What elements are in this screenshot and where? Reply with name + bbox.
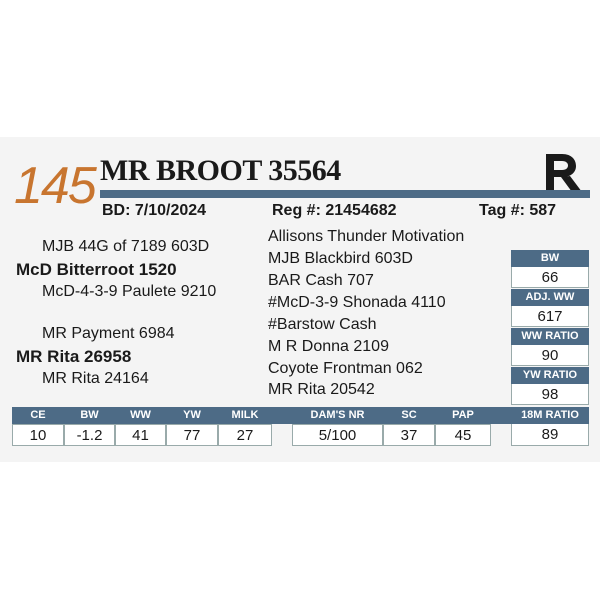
side-stat-value: 98 xyxy=(511,384,589,405)
side-stat-label: ADJ. WW xyxy=(511,289,589,306)
epd-value-yw: 77 xyxy=(166,424,218,446)
pedigree-sire-sire: MJB 44G of 7189 603D xyxy=(42,238,210,255)
epd-value-bw: -1.2 xyxy=(64,424,115,446)
side-stat-label: WW RATIO xyxy=(511,328,589,345)
epd-value-milk: 27 xyxy=(218,424,272,446)
pedigree-dam: MR Rita 26958 xyxy=(16,347,132,366)
pedigree-dam-sire: MR Payment 6984 xyxy=(42,325,175,342)
epd-label-ce: CE xyxy=(12,407,64,424)
pedigree-sire-dam: McD-4-3-9 Paulete 9210 xyxy=(42,283,217,300)
side-stat-value: 89 xyxy=(511,424,589,446)
side-stat-label: YW RATIO xyxy=(511,367,589,384)
epd-label-dams-nr: DAM'S NR xyxy=(292,407,383,424)
epd-label-ww: WW xyxy=(115,407,166,424)
epd-label-yw: YW xyxy=(166,407,218,424)
pedigree-far-right-7: Coyote Frontman 062 xyxy=(268,360,423,377)
epd-value-dams-nr: 5/100 xyxy=(292,424,383,446)
pedigree-sire: McD Bitterroot 1520 xyxy=(16,260,177,279)
pedigree-far-right-4: #McD-3-9 Shonada 4110 xyxy=(268,294,446,311)
side-stat-ww-ratio xyxy=(511,328,589,366)
pedigree-far-right-3: BAR Cash 707 xyxy=(268,272,374,289)
tag-number: Tag #: 587 xyxy=(479,202,557,219)
registration-number: Reg #: 21454682 xyxy=(272,202,397,219)
epd-label-spacer xyxy=(272,407,292,424)
epd-value-pap: 45 xyxy=(435,424,491,446)
side-stat-label: BW xyxy=(511,250,589,267)
pedigree-far-right-5: #Barstow Cash xyxy=(268,316,377,333)
epd-label-bw: BW xyxy=(64,407,115,424)
epd-label-milk: MILK xyxy=(218,407,272,424)
pedigree-far-right-2: MJB Blackbird 603D xyxy=(268,250,413,267)
pedigree-dam-dam: MR Rita 24164 xyxy=(42,370,149,387)
birth-date: BD: 7/10/2024 xyxy=(102,202,207,219)
epd-label-sc: SC xyxy=(383,407,435,424)
lot-number: 145 xyxy=(14,157,95,215)
pedigree-far-right-8: MR Rita 20542 xyxy=(268,381,375,398)
epd-label-spacer xyxy=(491,407,511,424)
side-stat-yw-ratio xyxy=(511,367,589,405)
side-stat-adj-ww xyxy=(511,289,589,327)
side-stat-bw xyxy=(511,250,589,288)
epd-value-sc: 37 xyxy=(383,424,435,446)
header-bar xyxy=(100,190,590,198)
pedigree-far-right-6: M R Donna 2109 xyxy=(268,338,389,355)
side-stat-value: 617 xyxy=(511,306,589,327)
epd-value-ww: 41 xyxy=(115,424,166,446)
pedigree-far-right-1: Allisons Thunder Motivation xyxy=(268,228,465,245)
side-stat-value: 90 xyxy=(511,345,589,366)
side-stat-value: 66 xyxy=(511,267,589,288)
side-stat-18m-ratio xyxy=(511,407,589,446)
epd-value-ce: 10 xyxy=(12,424,64,446)
epd-label-pap: PAP xyxy=(435,407,491,424)
side-stat-label: 18M RATIO xyxy=(511,407,589,424)
animal-name: MR BROOT 35564 xyxy=(100,154,341,187)
